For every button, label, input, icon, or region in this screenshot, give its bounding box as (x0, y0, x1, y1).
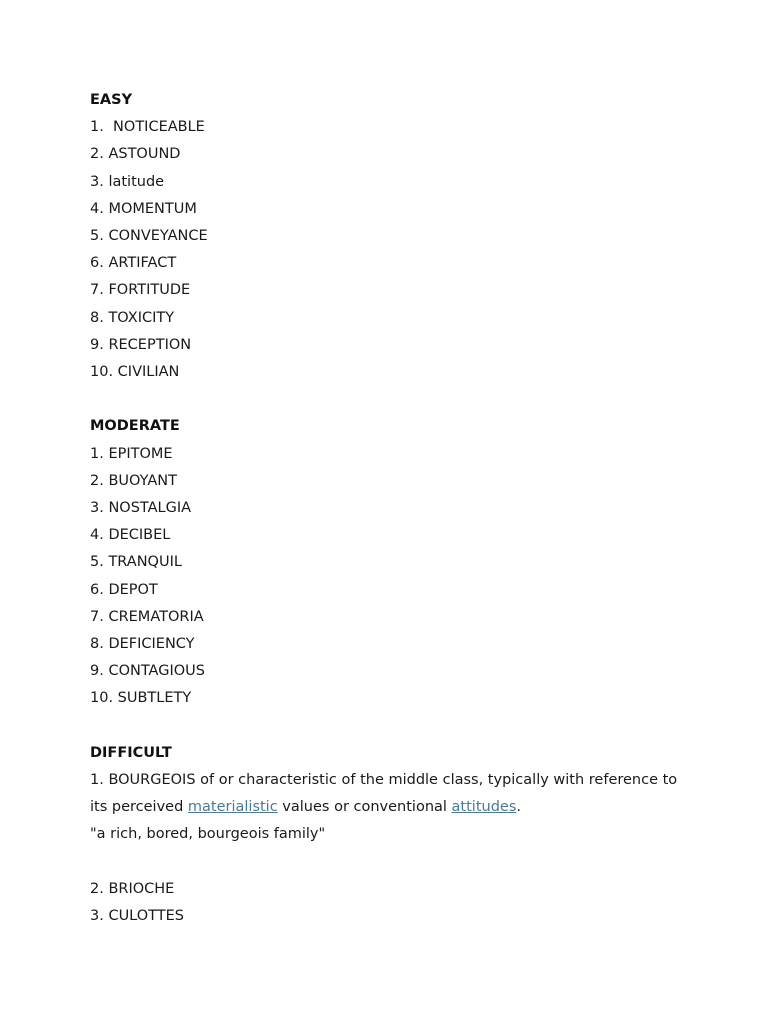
moderate-heading: MODERATE (90, 418, 180, 435)
materialistic-link[interactable]: materialistic (187, 799, 278, 816)
list-item: 3. latitude (90, 173, 165, 190)
list-item: 8. TOXICITY (90, 309, 175, 326)
definition-text: of or characteristic of the middle class, typically with reference to its perceived (90, 772, 678, 816)
list-item: 4. DECIBEL (90, 527, 171, 544)
list-item: 10. SUBTLETY (90, 690, 192, 707)
list-item: 6. ARTIFACT (90, 255, 177, 272)
spacer (90, 386, 690, 413)
list-item: 2. BUOYANT (90, 472, 177, 489)
list-item: 7. FORTITUDE (90, 282, 191, 299)
example-sentence: "a rich, bored, bourgeois family" (90, 826, 326, 843)
attitudes-link[interactable]: attitudes (451, 799, 517, 816)
list-item: 1. EPITOME (90, 445, 173, 462)
list-item: 8. DEFICIENCY (90, 636, 195, 653)
spacer (90, 713, 690, 740)
list-item: 9. RECEPTION (90, 336, 192, 353)
list-item: 2. BRIOCHE (90, 880, 175, 897)
list-item: 3. NOSTALGIA (90, 500, 192, 517)
list-item: 5. CONVEYANCE (90, 228, 208, 245)
definition-text: . (516, 799, 521, 816)
difficult-heading: DIFFICULT (90, 744, 172, 761)
definition-text: values or conventional (277, 799, 452, 816)
list-item: 4. MOMENTUM (90, 200, 197, 217)
list-item: 9. CONTAGIOUS (90, 663, 205, 680)
list-item: 10. CIVILIAN (90, 364, 180, 381)
entry-word: 1. BOURGEOIS (90, 772, 196, 789)
list-item: 6. DEPOT (90, 581, 158, 598)
list-item: 3. CULOTTES (90, 908, 184, 925)
list-item: 7. CREMATORIA (90, 608, 204, 625)
list-item: 1. NOTICEABLE (90, 119, 205, 136)
definition-entry (90, 767, 690, 821)
list-item: 2. ASTOUND (90, 146, 181, 163)
document-body (90, 87, 690, 930)
spacer (90, 849, 690, 876)
list-item: 5. TRANQUIL (90, 554, 182, 571)
easy-heading: EASY (90, 92, 133, 108)
